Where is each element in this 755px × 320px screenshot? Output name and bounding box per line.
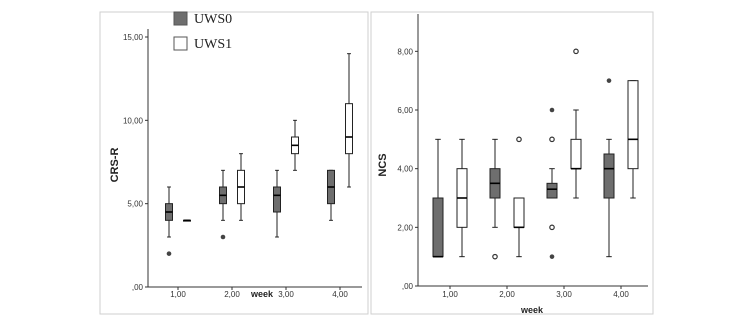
right-x-tick-label: 1,00 bbox=[442, 290, 458, 299]
right-y-tick-label: 6,00 bbox=[397, 106, 413, 115]
left-y-tick-label: ,00 bbox=[131, 283, 143, 292]
left-y-tick-label: 10,00 bbox=[122, 116, 143, 126]
extreme-point bbox=[221, 235, 226, 240]
right-box-uws1-week-2 bbox=[514, 137, 524, 257]
left-x-tick-label: 2,00 bbox=[224, 290, 240, 299]
legend-label-uws0: UWS0 bbox=[194, 12, 233, 27]
left-box-uws0-week-2 bbox=[220, 170, 227, 239]
left-box-uws1-week-3 bbox=[292, 120, 299, 170]
right-box-uws0-week-2 bbox=[490, 139, 500, 259]
left-panel-frame bbox=[100, 12, 368, 314]
right-y-axis-label: NCS bbox=[377, 153, 389, 177]
outlier-point bbox=[550, 137, 554, 141]
outlier-point bbox=[574, 49, 578, 53]
right-x-tick-label: 3,00 bbox=[556, 290, 572, 299]
left-x-tick-label: 4,00 bbox=[332, 290, 348, 299]
left-plot-area bbox=[123, 29, 362, 299]
legend-swatch-uws1 bbox=[174, 37, 187, 50]
iqr-box bbox=[547, 183, 557, 198]
left-x-tick-label: 3,00 bbox=[278, 290, 294, 299]
right-box-uws1-week-3 bbox=[571, 49, 581, 198]
left-y-tick-label: 5,00 bbox=[127, 199, 143, 209]
left-box-uws1-week-4 bbox=[346, 54, 353, 187]
right-x-tick-label: 4,00 bbox=[613, 290, 629, 299]
right-y-tick-label: ,00 bbox=[401, 282, 413, 291]
left-box-uws0-week-1 bbox=[166, 187, 173, 256]
left-box-uws1-week-1 bbox=[184, 220, 191, 221]
right-plot-area bbox=[397, 14, 648, 299]
left-box-uws0-week-4 bbox=[328, 170, 335, 220]
left-x-tick-label: 1,00 bbox=[170, 290, 186, 299]
iqr-box bbox=[433, 198, 443, 257]
right-box-uws1-week-1 bbox=[457, 139, 467, 256]
extreme-point bbox=[607, 78, 612, 83]
iqr-box bbox=[628, 81, 638, 169]
left-box-uws0-week-3 bbox=[274, 170, 281, 237]
right-y-tick-label: 4,00 bbox=[397, 164, 413, 174]
iqr-box bbox=[571, 139, 581, 168]
left-x-axis-label: week bbox=[250, 289, 274, 299]
iqr-box bbox=[274, 187, 281, 212]
legend bbox=[174, 12, 232, 52]
iqr-box bbox=[604, 154, 614, 198]
right-box-uws0-week-3 bbox=[547, 108, 557, 259]
extreme-point bbox=[167, 251, 172, 256]
right-box-uws1-week-4 bbox=[628, 81, 638, 198]
left-box-uws1-week-2 bbox=[238, 154, 245, 221]
right-x-axis-label: week bbox=[520, 305, 544, 315]
legend-swatch-uws0 bbox=[174, 12, 187, 25]
right-box-uws0-week-4 bbox=[604, 78, 614, 256]
outlier-point bbox=[493, 254, 497, 258]
iqr-box bbox=[346, 104, 353, 154]
iqr-box bbox=[514, 198, 524, 227]
right-y-tick-label: 2,00 bbox=[397, 223, 413, 233]
extreme-point bbox=[550, 108, 555, 113]
outlier-point bbox=[550, 225, 554, 229]
right-x-tick-label: 2,00 bbox=[499, 290, 515, 299]
left-y-tick-label: 15,00 bbox=[122, 33, 143, 42]
legend-label-uws1: UWS1 bbox=[194, 37, 233, 52]
extreme-point bbox=[550, 254, 555, 259]
right-y-tick-label: 8,00 bbox=[397, 47, 413, 57]
left-y-axis-label: CRS-R bbox=[109, 147, 121, 183]
right-box-uws0-week-1 bbox=[433, 139, 443, 256]
outlier-point bbox=[517, 137, 521, 141]
